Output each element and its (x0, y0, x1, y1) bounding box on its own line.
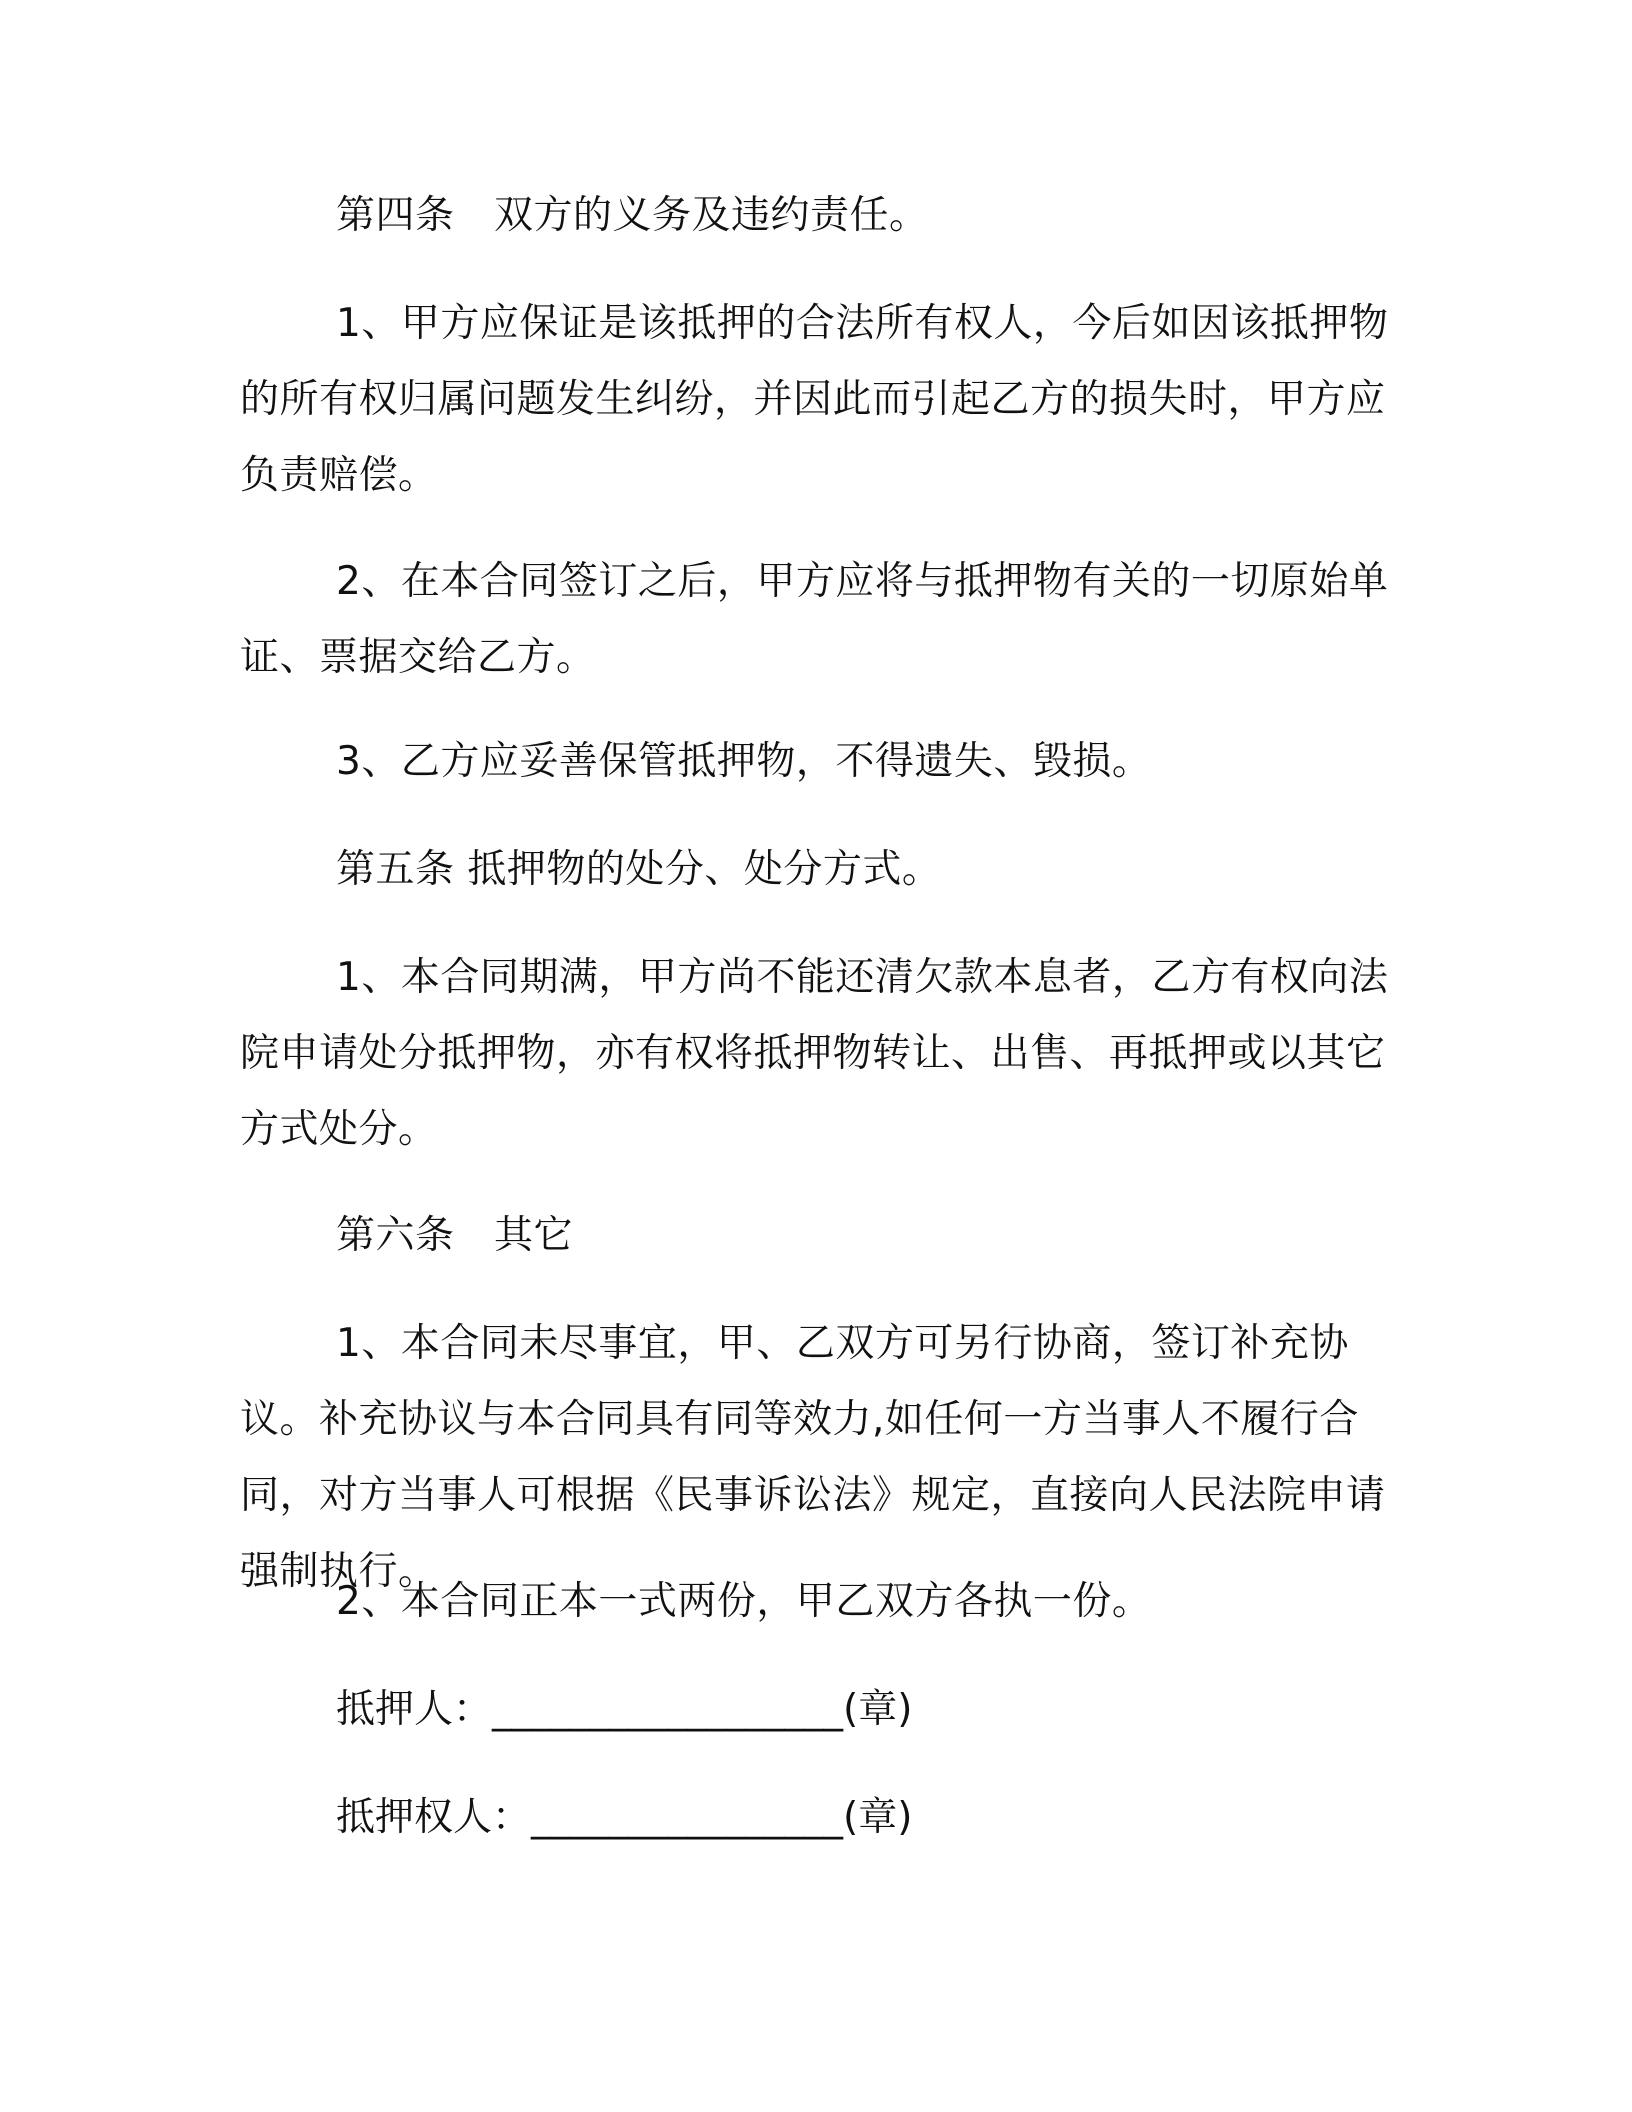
article-6-clause-1: 1、本合同未尽事宜，甲、乙双方可另行协商，签订补充协议。补充协议与本合同具有同等效力,如任何一方当事人不履行合同，对方当事人可根据《民事诉讼法》规定，直接向人民法院申请强制执行。 (240, 1321, 1386, 1594)
article-4-clause-3: 3、乙方应妥善保管抵押物，不得遗失、毁损。 (336, 739, 1152, 784)
article-6-heading: 第六条 其它 (336, 1213, 574, 1258)
article-5-clause-1: 1、本合同期满，甲方尚不能还清欠款本息者，乙方有权向法院申请处分抵押物，亦有权将抵押物转让、出售、再抵押或以其它方式处分。 (240, 955, 1389, 1152)
article-5-heading: 第五条 抵押物的处分、处分方式。 (336, 847, 942, 892)
article-4-heading: 第四条 双方的义务及违约责任。 (336, 193, 929, 238)
article-4-clause-2: 2、在本合同签订之后，甲方应将与抵押物有关的一切原始单证、票据交给乙方。 (240, 559, 1389, 680)
article-6-clause-2: 2、本合同正本一式两份，甲乙双方各执一份。 (336, 1579, 1152, 1624)
article-4-clause-1: 1、甲方应保证是该抵押的合法所有权人，今后如因该抵押物的所有权归属问题发生纠纷，并因此而引起乙方的损失时，甲方应负责赔偿。 (240, 301, 1389, 498)
mortgagor-signature-line: 抵押人：__________________(章) (336, 1687, 913, 1732)
mortgagee-signature-line: 抵押权人：________________(章) (336, 1795, 913, 1840)
